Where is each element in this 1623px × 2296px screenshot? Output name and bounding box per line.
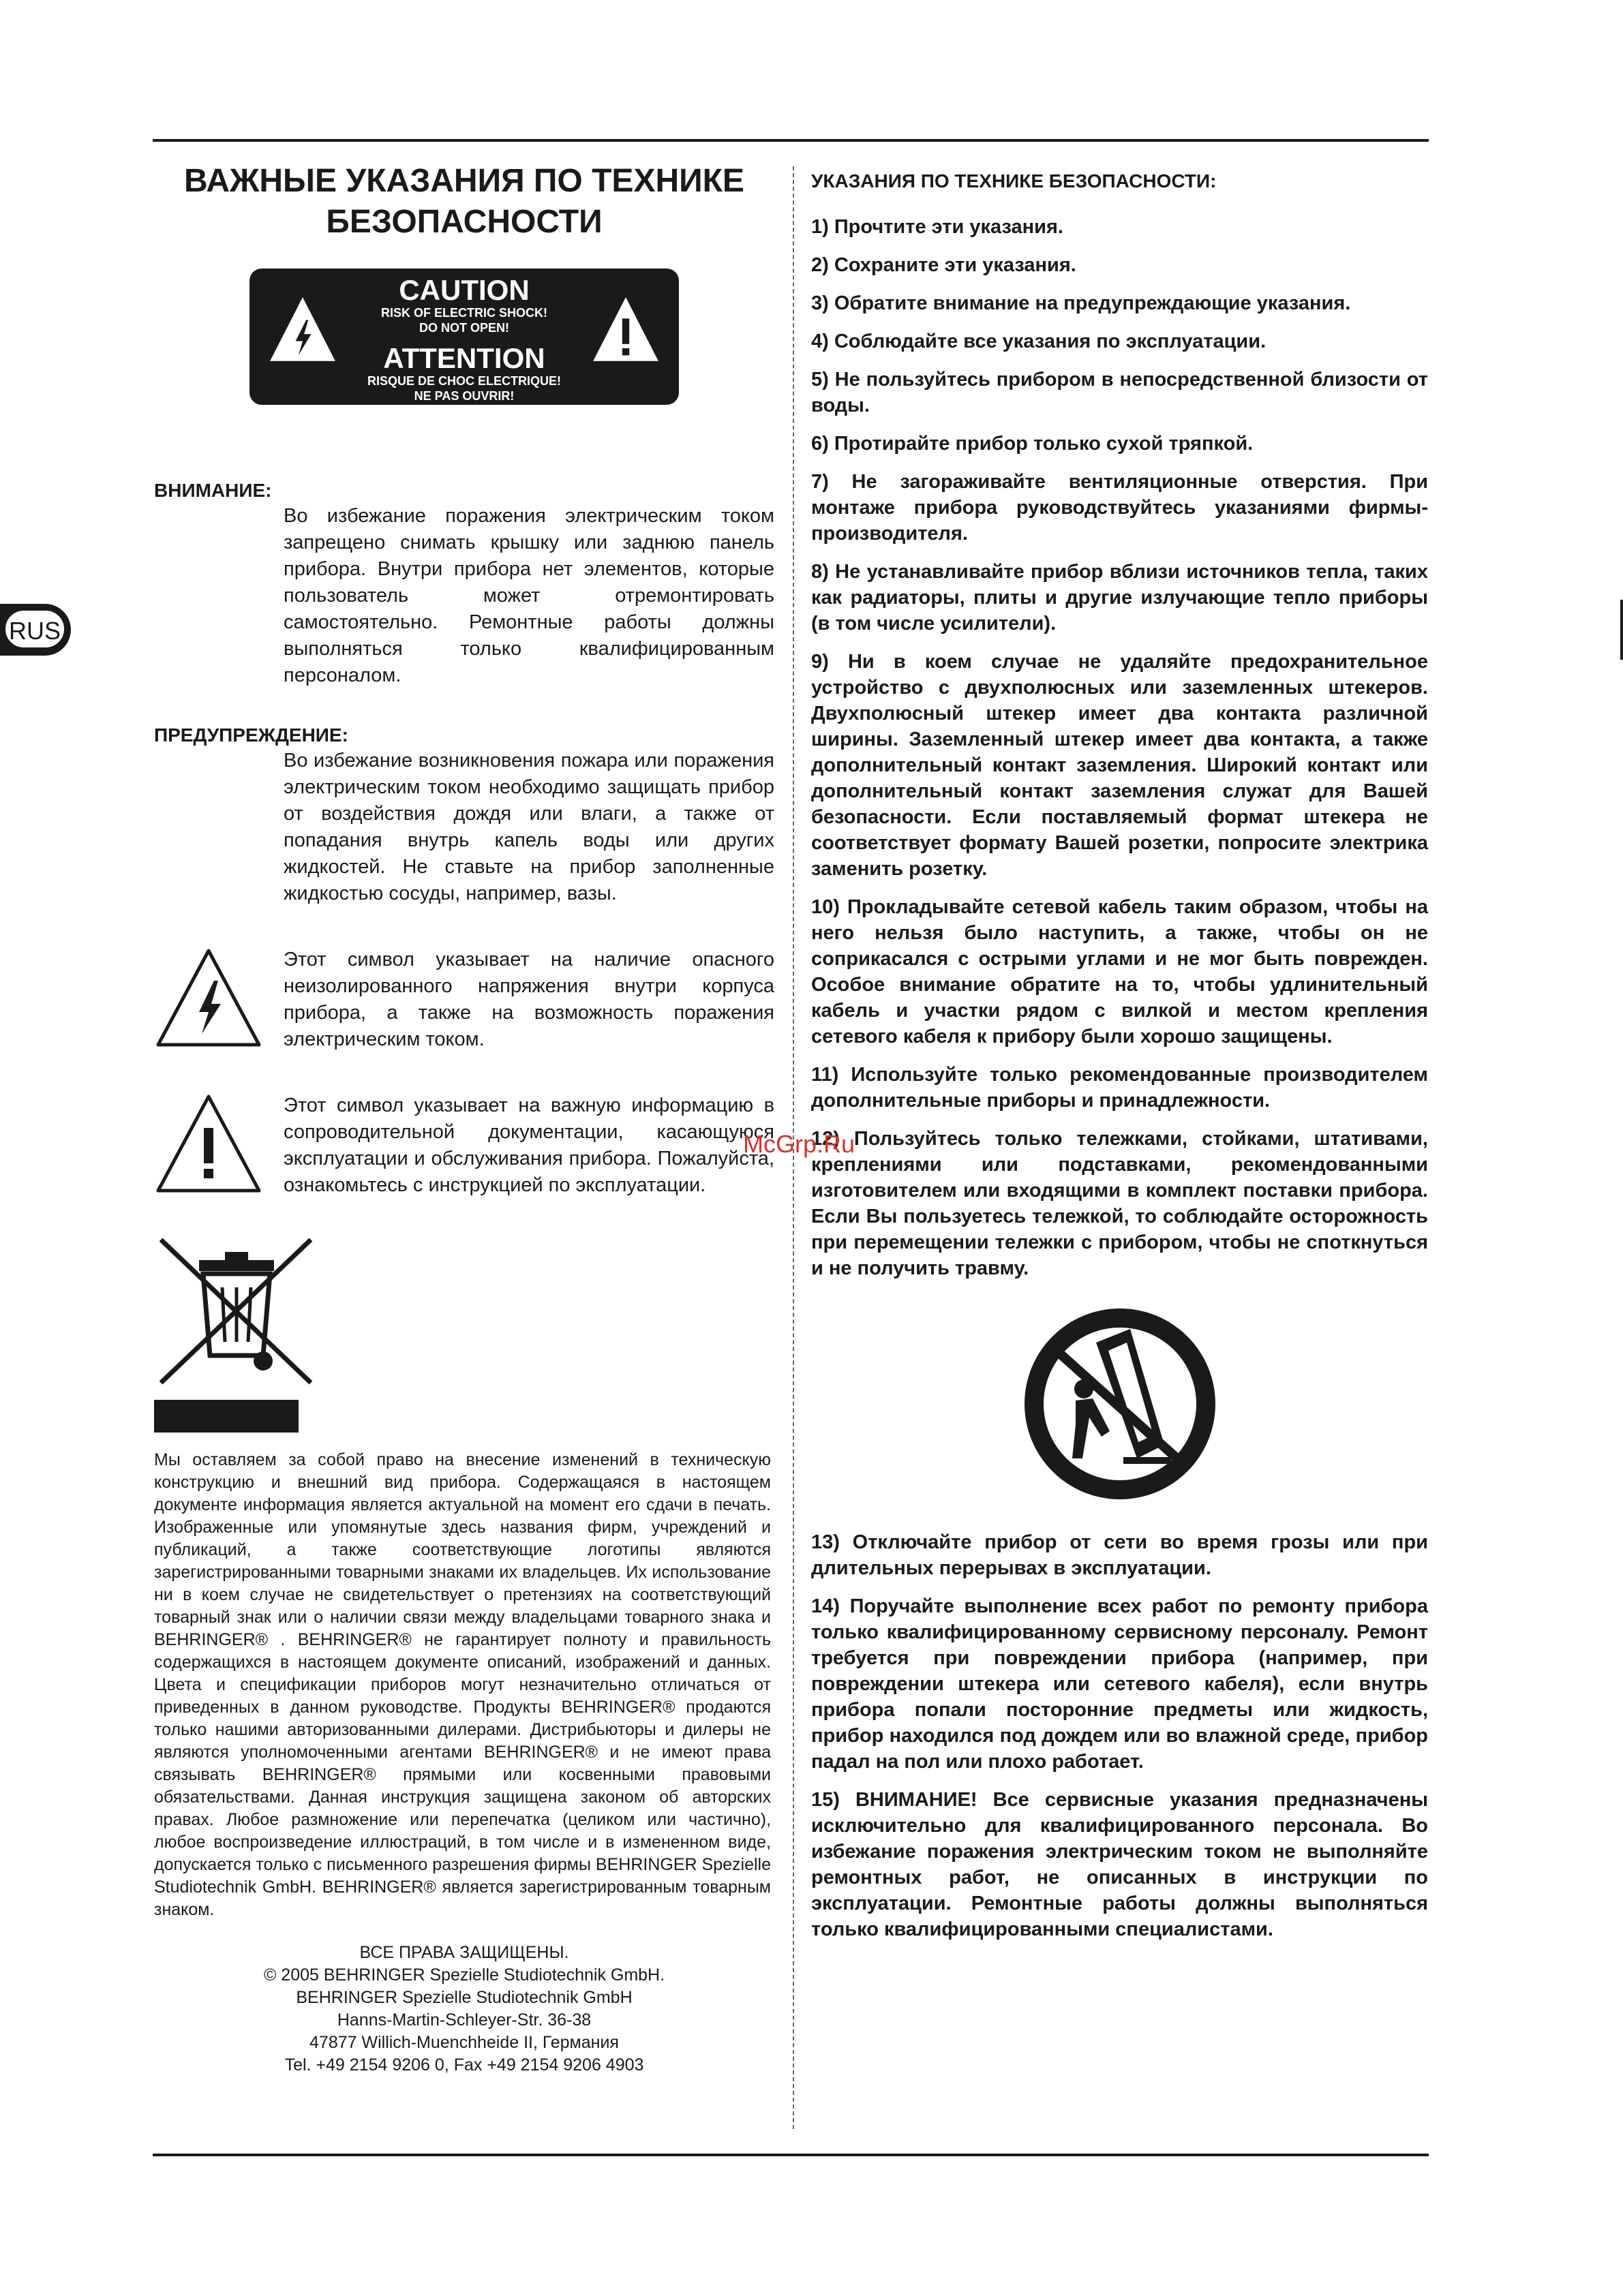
rights-reserved: ВСЕ ПРАВА ЗАЩИЩЕНЫ. bbox=[359, 1943, 569, 1962]
warning-text: Во избежание поражения электрическим током запрещено снимать крышку или заднюю панель прибора. Внутри прибора нет элементов, которые пользователь может отремонтировать самостоятельно. Ремонтные работы должны выполняться только квалифицированным персоналом. bbox=[284, 505, 774, 686]
attention-sub2: NE PAS OUVRIR! bbox=[414, 389, 515, 403]
voltage-symbol-row bbox=[154, 947, 774, 1053]
exclamation-warning-icon bbox=[590, 294, 661, 365]
lightning-warning-icon bbox=[267, 294, 338, 365]
voltage-symbol-text: Этот символ указывает на наличие опасного неизолированного напряжения внутри корпуса прибора, а также на возможность поражения электрическим током. bbox=[284, 949, 774, 1050]
bottom-rule bbox=[153, 2154, 1429, 2156]
contact-block bbox=[154, 1942, 774, 2077]
instruction-item: 3) Обратите внимание на предупреждающие указания. bbox=[811, 292, 1351, 314]
instruction-item: 14) Поручайте выполнение всех работ по ремонту прибора только квалифицированному сервисному персоналу. Ремонт требуется при повреждении прибора (например, при повреждении штекера или сетевого кабеля), если внутрь прибора попали посторонние предметы или жидкость, прибор находился под дождем или во влажной среде, прибор падал на пол или плохо работает. bbox=[811, 1595, 1428, 1773]
attention-sub1: RISQUE DE CHOC ELECTRIQUE! bbox=[367, 374, 562, 388]
cart-warning-icon bbox=[1007, 1302, 1232, 1506]
instruction-item: 13) Отключайте прибор от сети во время грозы или при длительных перерывах в эксплуатации. bbox=[811, 1531, 1428, 1579]
language-tab bbox=[0, 604, 71, 656]
exclamation-triangle-icon bbox=[154, 1092, 263, 1195]
company-name: BEHRINGER Spezielle Studiotechnik GmbH bbox=[296, 1988, 633, 2007]
instruction-item: 1) Прочтите эти указания. bbox=[811, 216, 1063, 238]
edge-marker bbox=[1620, 600, 1623, 660]
street-address: Hanns-Martin-Schleyer-Str. 36-38 bbox=[337, 2010, 592, 2030]
language-tab-label: RUS bbox=[5, 611, 64, 647]
attention-title: ATTENTION bbox=[383, 342, 545, 374]
watermark: McGrp.Ru bbox=[743, 1130, 855, 1158]
info-symbol-row bbox=[154, 1092, 774, 1199]
black-bar bbox=[154, 1400, 299, 1433]
page-title: ВАЖНЫЕ УКАЗАНИЯ ПО ТЕХНИКЕ БЕЗОПАСНОСТИ bbox=[184, 163, 744, 240]
instruction-item: 9) Ни в коем случае не удаляйте предохранительное устройство с двухполюсных или заземленных штекеров. Двухполюсный штекер имеет два контакта различной ширины. Заземленный штекер имеет два контакта, а также дополнительный контакт заземления. Широкий контакт или дополнительный контакт заземления служат для Вашей безопасности. Если поставляемый формат штекера не соответствует формату Вашей розетки, попросите электрика заменить розетку. bbox=[811, 651, 1428, 880]
copyright-line: © 2005 BEHRINGER Spezielle Studiotechnik GmbH. bbox=[263, 1965, 665, 1985]
instruction-item: 12) Пользуйтесь только тележками, стойками, штативами, креплениями или подставками, рекомендованными изготовителем или входящими в комплект поставки прибора. Если Вы пользуетесь тележкой, то соблюдайте осторожность при перемещении тележки с прибором, чтобы не споткнуться и не получить травму. bbox=[811, 1128, 1428, 1279]
caution-title: CAUTION bbox=[399, 274, 530, 306]
caution-sub2: DO NOT OPEN! bbox=[419, 321, 509, 335]
legal-disclaimer: Мы оставляем за собой право на внесение изменений в техническую конструкцию и внешний вид прибора. Содержащаяся в настоящем документе информация является актуальной на момент его сдачи в печать. Изображенные или упомянутые здесь названия фирм, учреждений и публикаций, а также соответствующие логотипы являются зарегистрированными товарными знаками их владельцев. Их использование ни в коем случае не свидетельствует о претензиях на соответствующий товарный знак или о наличии связи между владельцами товарного знака и BEHRINGER® . BEHRINGER® не гарантирует полноту и правильность содержащихся в настоящем документе описаний, изображений и данных. Цвета и спецификации приборов могут незначительно отличаться от приведенных в данном руководстве. Продукты BEHRINGER® продаются только нашими авторизованными дилерами. Дистрибьюторы и дилеры не являются уполномоченными агентами BEHRINGER® и не имеют права связывать BEHRINGER® прямыми или косвенными правовыми обязательствами. Данная инструкция защищена законом об авторских правах. Любое размножение или перепечатка (целиком или частично), любое воспроизведение иллюстраций, в том числе и в измененном виде, допускается только с письменного разрешения фирмы BEHRINGER Spezielle Studiotechnik GmbH. BEHRINGER® является зарегистрированным товарным знаком. bbox=[154, 1450, 771, 1919]
left-column bbox=[154, 161, 774, 2077]
instruction-item: 7) Не загораживайте вентиляционные отверстия. При монтаже прибора руководствуйтесь указаниями фирмы-производителя. bbox=[811, 471, 1428, 545]
instructions-heading: УКАЗАНИЯ ПО ТЕХНИКЕ БЕЗОПАСНОСТИ: bbox=[811, 170, 1217, 192]
phone-fax: Tel. +49 2154 9206 0, Fax +49 2154 9206 4903 bbox=[284, 2055, 644, 2075]
caution-label bbox=[249, 269, 679, 405]
instruction-item: 8) Не устанавливайте прибор вблизи источников тепла, таких как радиаторы, плиты и другие излучающие тепло приборы (в том числе усилители). bbox=[811, 561, 1428, 634]
instruction-item: 2) Сохраните эти указания. bbox=[811, 254, 1076, 276]
caution-label-2: ПРЕДУПРЕЖДЕНИЕ: bbox=[154, 724, 348, 746]
info-symbol-text: Этот символ указывает на важную информацию в сопроводительной документации, касающуюся эксплуатации и обслуживания прибора. Пожалуйста, ознакомьтесь с инструкцией по эксплуатации. bbox=[284, 1095, 774, 1196]
instruction-item: 10) Прокладывайте сетевой кабель таким образом, чтобы на него нельзя было наступить, а также, чтобы он не соприкасался с острыми углами и не мог быть поврежден. Особое внимание обратите на то, чтобы удлинительный кабель и участки рядом с вилкой и местом крепления сетевого кабеля к прибору были хорошо защищены. bbox=[811, 896, 1428, 1047]
weee-bin-icon bbox=[154, 1233, 318, 1390]
caution-sub1: RISK OF ELECTRIC SHOCK! bbox=[380, 306, 547, 320]
lightning-triangle-icon bbox=[154, 947, 263, 1049]
instruction-item: 5) Не пользуйтесь прибором в непосредственной близости от воды. bbox=[811, 369, 1428, 416]
instruction-item: 11) Используйте только рекомендованные производителем дополнительные приборы и принадлежности. bbox=[811, 1064, 1428, 1112]
warning-label: ВНИМАНИЕ: bbox=[154, 480, 272, 501]
top-rule bbox=[153, 139, 1429, 142]
caution-text: Во избежание возникновения пожара или поражения электрическим током необходимо защищать прибор от воздействия дождя или влаги, а также от попадания внутрь капель воды или других жидкостей. Не ставьте на прибор заполненные жидкостью сосуды, например, вазы. bbox=[284, 750, 774, 904]
instruction-item: 6) Протирайте прибор только сухой тряпкой. bbox=[811, 433, 1254, 455]
instruction-item: 4) Соблюдайте все указания по эксплуатации. bbox=[811, 331, 1266, 352]
right-column bbox=[811, 169, 1428, 1955]
city-address: 47877 Willich-Muenchheide II, Германия bbox=[309, 2033, 619, 2052]
instruction-item: 15) ВНИМАНИЕ! Все сервисные указания предназначены исключительно для квалифицированного персонала. Во избежание поражения электрическим током не выполняйте ремонтных работ, не описанных в инструкции по эксплуатации. Ремонтные работы должны выполняться только квалифицированными специалистами. bbox=[811, 1789, 1428, 1940]
